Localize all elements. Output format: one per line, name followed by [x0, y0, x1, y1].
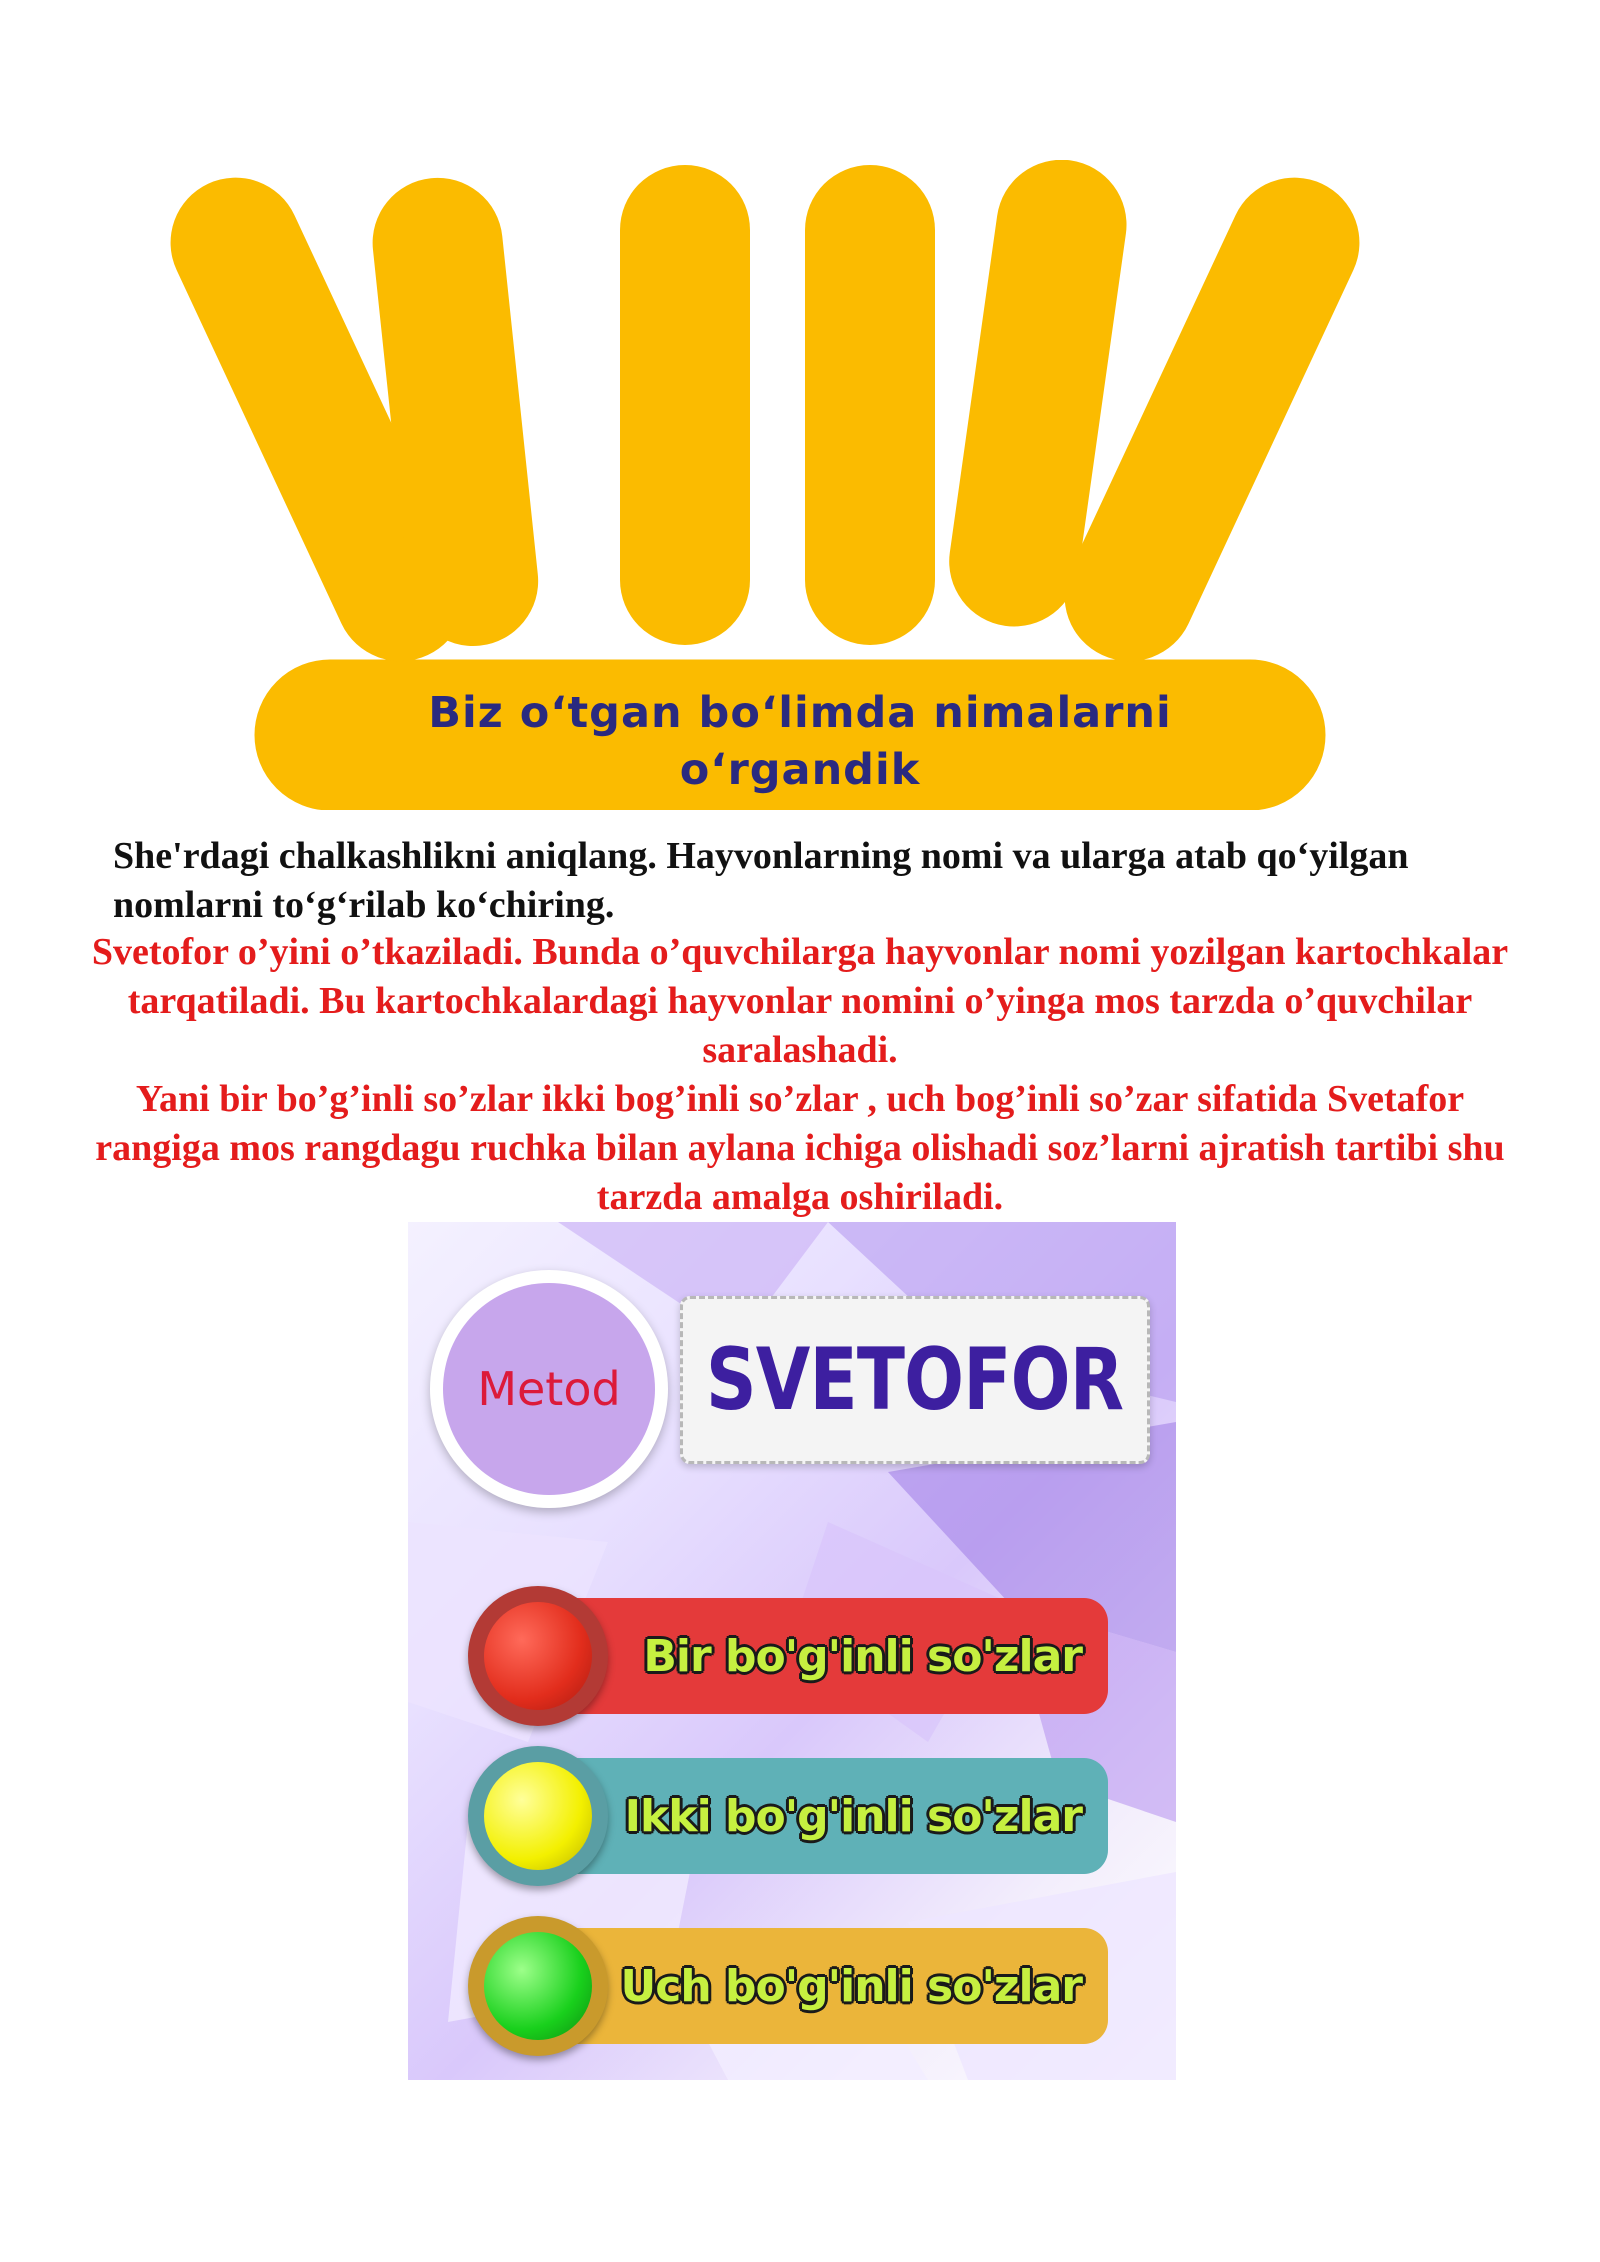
game-description — [80, 928, 1520, 1222]
description-paragraph-1: Svetofor o’yini o’tkaziladi. Bunda o’quvchilarga hayvonlar nomi yozilgan kartochkalar tarqatiladi. Bu kartochkalardagi hayvonlar nomini o’yinga mos tarzda o’quvchilar saralashadi. — [91, 931, 1509, 1071]
description-paragraph-2: Yani bir bo’g’inli so’zlar ikki bog’inli so’zlar , uch bog’inli so’zar sifatida Svetafor rangiga mos rangdagu ruchka bilan aylana ichiga olishadi soz’larni ajratish tartibi shu tarzda amalga oshiriladi. — [95, 1078, 1505, 1218]
finger-4 — [805, 165, 935, 645]
green-light-icon — [468, 1916, 608, 2056]
finger-3 — [620, 165, 750, 645]
task-text: She'rdagi chalkashlikni aniqlang. Hayvonlarning nomi va ularga atab qo‘yilgan nomlarni to‘g‘rilab ko‘chiring. — [113, 835, 1409, 926]
yellow-light-icon — [468, 1746, 608, 1886]
row-label-2: Ikki bo'g'inli so'zlar — [624, 1790, 1082, 1842]
svetofor-title: SVETOFOR — [706, 1330, 1124, 1430]
hand-label-line2: o‘rgandik — [679, 745, 921, 795]
svetofor-title-box — [680, 1296, 1150, 1464]
hand-label-line1: Biz o‘tgan bo‘limda nimalarni — [428, 688, 1172, 738]
red-light-icon — [468, 1586, 608, 1726]
row-label-3: Uch bo'g'inli so'zlar — [620, 1960, 1082, 2012]
hand-label — [300, 685, 1300, 799]
metod-badge-inner — [443, 1283, 655, 1495]
method-card — [408, 1222, 1176, 2080]
row-label-1: Bir bo'g'inli so'zlar — [643, 1630, 1082, 1682]
metod-label: Metod — [477, 1362, 621, 1416]
